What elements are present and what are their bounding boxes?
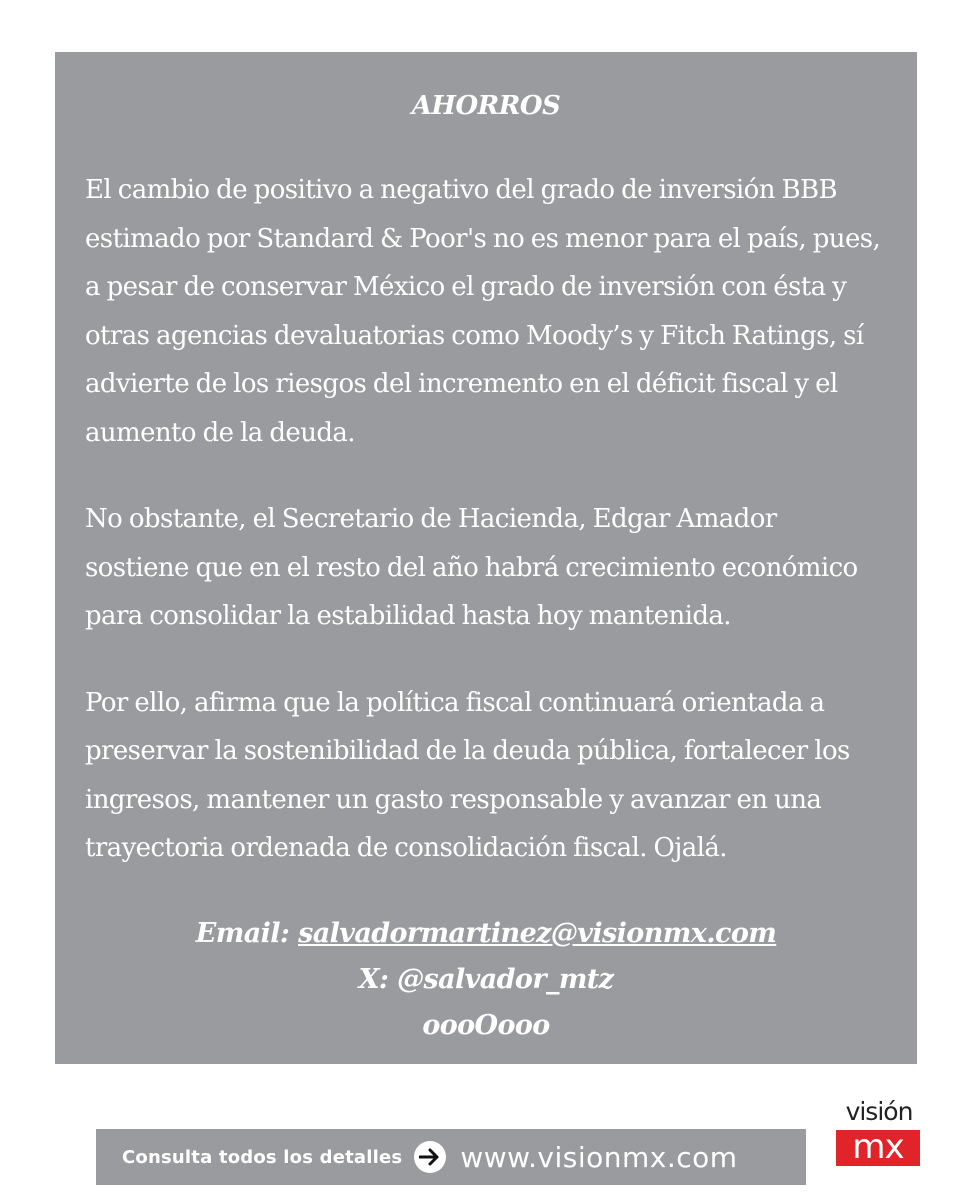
- email-link[interactable]: salvadormartinez@visionmx.com: [298, 917, 777, 949]
- article-paragraph-2: No obstante, el Secretario de Hacienda, Edgar Amador sostiene que en el resto del año habrá crecimiento económico para consolidar la estabilidad hasta hoy mantenida.: [85, 504, 858, 631]
- vision-mx-logo: [836, 1098, 922, 1166]
- article-paragraph-1: El cambio de positivo a negativo del grado de inversión BBB estimado por Standard & Poor's no es menor para el país, pues, a pesar de conservar México el grado de inversión con ésta y otras agencias devaluatorias como Moody’s y Fitch Ratings, sí advierte de los riesgos del incremento en el déficit fiscal y el aumento de la deuda.: [85, 175, 881, 448]
- x-handle[interactable]: X: @salvador_mtz: [358, 963, 614, 995]
- arrow-right-icon: [414, 1141, 446, 1173]
- article-card: [55, 52, 917, 1064]
- contact-block: [85, 911, 887, 1049]
- footer-cta-text: Consulta todos los detalles: [122, 1146, 403, 1168]
- logo-mark: mx: [836, 1130, 920, 1166]
- email-label: Email:: [195, 917, 299, 949]
- footer-cta-bar[interactable]: [96, 1129, 806, 1185]
- author-code: oooOooo: [422, 1009, 550, 1041]
- article-paragraph-3: Por ello, afirma que la política fiscal continuará orientada a preservar la sostenibilidad de la deuda pública, fortalecer los ingresos, mantener un gasto responsable y avanzar en una trayectoria ordenada de consolidación fiscal. Ojalá.: [85, 687, 850, 863]
- article-heading: AHORROS: [411, 91, 561, 121]
- footer-url-link[interactable]: www.visionmx.com: [460, 1140, 738, 1174]
- email-line: [85, 911, 887, 957]
- logo-word: visión: [845, 1097, 913, 1126]
